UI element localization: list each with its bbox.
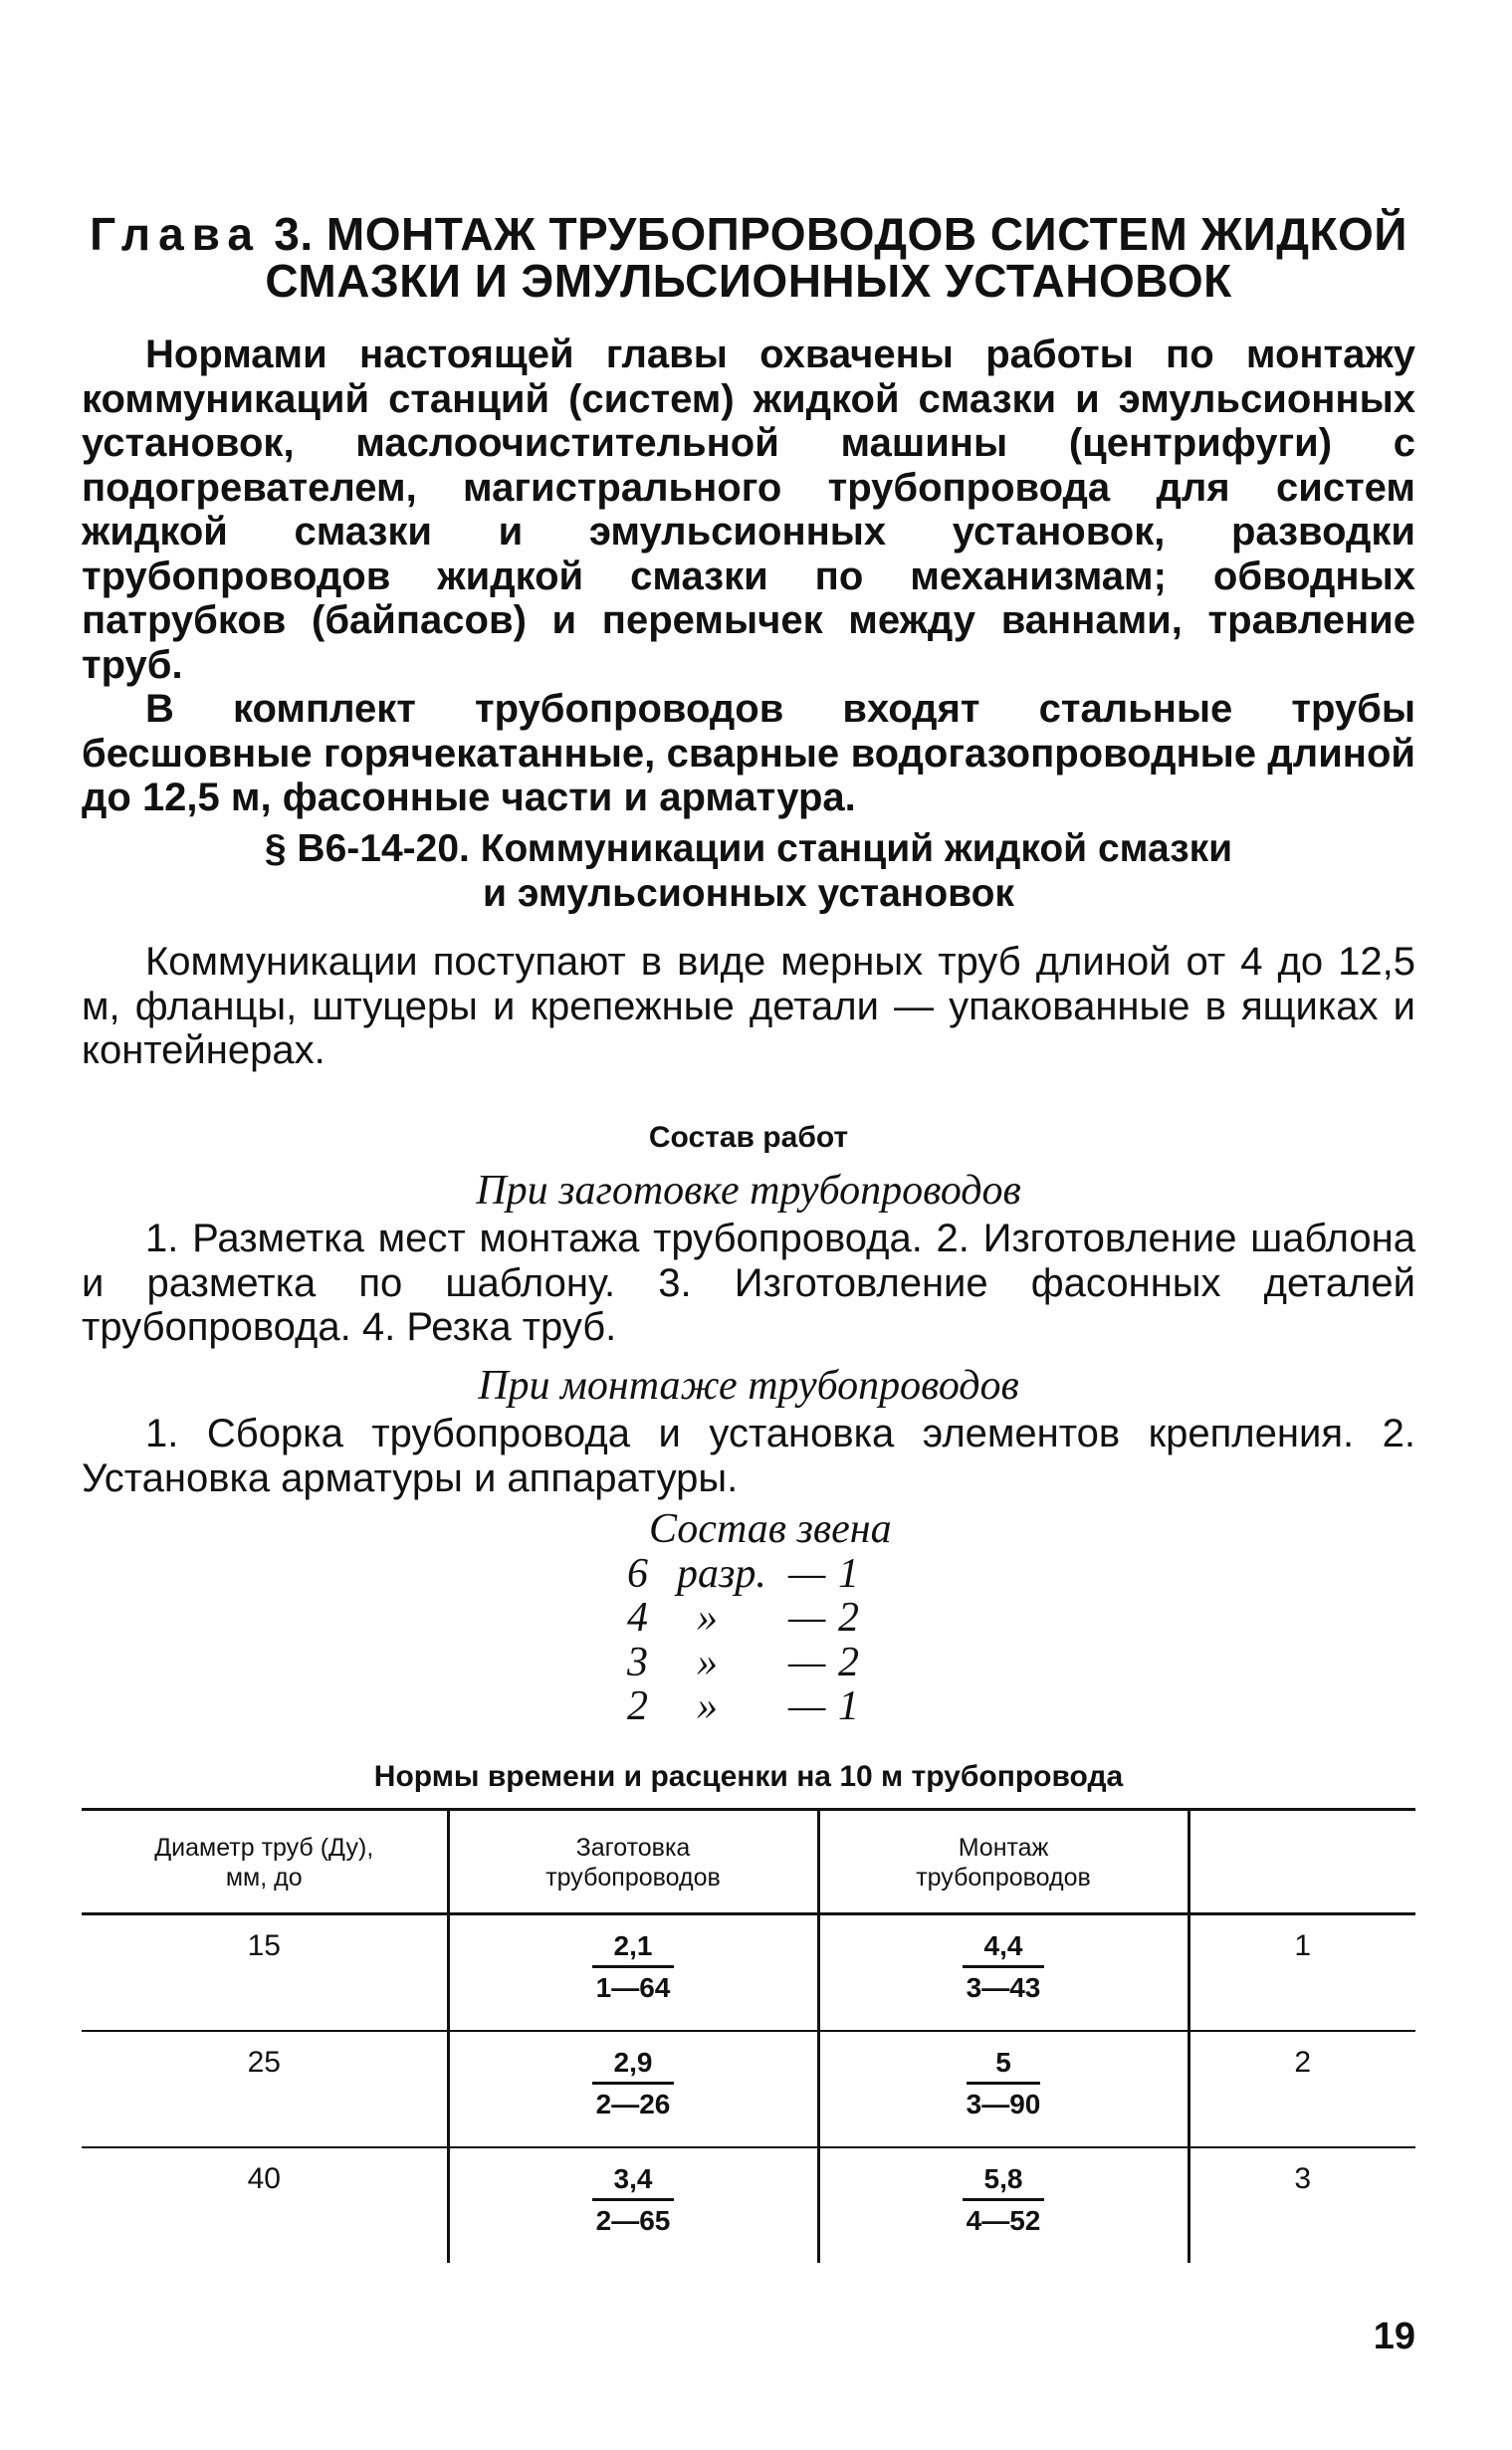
page-number: 19	[1373, 2316, 1415, 2357]
cell-install	[818, 2147, 1188, 2263]
header-diameter-line-2: мм, до	[225, 1864, 303, 1892]
chapter-label: Глава	[90, 208, 261, 260]
crew-grade: 4	[627, 1595, 648, 1641]
crew-grade: 3	[627, 1639, 648, 1685]
time-value: 2,1	[592, 1929, 675, 1968]
crew-count: 2	[838, 1639, 859, 1685]
header-install	[818, 1810, 1188, 1914]
intro-text	[82, 333, 1415, 820]
header-prep	[448, 1810, 818, 1914]
crew-unit: »	[697, 1683, 718, 1729]
cell-diameter: 40	[247, 2162, 281, 2195]
cell-install	[818, 1914, 1188, 2032]
intro-paragraph-1: Нормами настоящей главы охвачены работы по монтажу коммуникаций станций (систем) жидкой смазки и эмульсионных установок, маслоочистительной машины (центрифуги) с подогревателем, магистрального трубопровода для систем жидкой смазки и эмульсионных установок, разводки трубопроводов жидкой смазки по механизмам; обводных патрубков (байпасов) и перемычек между ваннами, травление труб.	[82, 333, 1415, 687]
crew-unit: »	[697, 1639, 718, 1685]
crew-dash: —	[788, 1595, 826, 1641]
fraction	[967, 2046, 1041, 2120]
chapter-title-line-2: СМАЗКИ И ЭМУЛЬСИОННЫХ УСТАНОВОК	[265, 255, 1232, 307]
price-value: 3—43	[966, 1972, 1041, 2003]
table-row	[82, 1914, 1415, 2032]
crew-grade: 6	[627, 1550, 648, 1597]
intro-paragraph-2: В комплект трубопроводов входят стальные трубы бесшовные горячекатанные, сварные водогазопроводные длиной до 12,5 м, фасонные части и арматура.	[82, 687, 1415, 819]
time-value: 5	[967, 2046, 1041, 2085]
install-text	[82, 1412, 1415, 1500]
crew-row	[627, 1552, 892, 1597]
cell-num: 2	[1188, 2031, 1415, 2147]
chapter-title-text-1: 3. МОНТАЖ ТРУБОПРОВОДОВ СИСТЕМ ЖИДКОЙ	[274, 208, 1407, 260]
cell-prep	[448, 2147, 818, 2263]
crew-block	[627, 1507, 892, 1729]
crew-dash: —	[788, 1683, 826, 1729]
cell-diameter: 25	[82, 2031, 448, 2147]
fraction	[592, 2046, 675, 2120]
chapter-title	[82, 208, 1415, 307]
fraction	[592, 1929, 675, 2004]
cell-diameter: 15	[82, 1914, 448, 2032]
price-value: 4—52	[966, 2205, 1041, 2236]
cell-num: 3	[1188, 2147, 1415, 2263]
crew-dash: —	[788, 1639, 826, 1685]
price-value: 3—90	[966, 2089, 1041, 2119]
section-title-line-1: § В6-14-20. Коммуникации станций жидкой смазки	[264, 827, 1233, 870]
fraction	[592, 2162, 675, 2237]
table-caption: Нормы времени и расценки на 10 м трубопровода	[373, 1760, 1124, 1793]
crew-count: 1	[838, 1550, 859, 1597]
time-value: 3,4	[592, 2162, 675, 2201]
install-paragraph: 1. Сборка трубопровода и установка элементов крепления. 2. Установка арматуры и аппаратуры.	[82, 1412, 1415, 1500]
prep-text	[82, 1217, 1415, 1350]
cell-prep	[448, 1914, 818, 2032]
header-num	[1188, 1810, 1415, 1914]
header-diameter-line-1: Диаметр труб (Ду),	[154, 1834, 374, 1862]
crew-unit: разр.	[677, 1550, 766, 1597]
header-diameter	[82, 1810, 448, 1914]
crew-dash: —	[788, 1550, 826, 1597]
work-heading: Состав работ	[648, 1121, 849, 1154]
price-value: 2—65	[595, 2205, 671, 2236]
crew-row	[627, 1641, 892, 1685]
section-title	[82, 826, 1415, 916]
header-install-line-2: трубопроводов	[916, 1864, 1091, 1892]
section-text	[82, 940, 1415, 1073]
crew-row	[627, 1596, 892, 1641]
price-value: 2—26	[595, 2089, 671, 2119]
fraction	[963, 1929, 1045, 2004]
crew-row	[627, 1684, 892, 1729]
table-row	[82, 2147, 1415, 2263]
crew-grade: 2	[627, 1683, 648, 1729]
cell-num: 1	[1188, 1914, 1415, 2032]
crew-count: 1	[838, 1683, 859, 1729]
table-header-row	[82, 1810, 1415, 1914]
cell-prep	[448, 2031, 818, 2147]
prep-heading: При заготовке трубопроводов	[476, 1168, 1021, 1214]
header-prep-line-1: Заготовка	[575, 1834, 691, 1862]
section-paragraph: Коммуникации поступают в виде мерных труб длиной от 4 до 12,5 м, фланцы, штуцеры и крепежные детали — упакованные в ящиках и контейнерах.	[82, 940, 1415, 1072]
prep-paragraph: 1. Разметка мест монтажа трубопровода. 2. Изготовление шаблона и разметка по шаблону. 3. Изготовление фасонных деталей трубопровода. 4. Резка труб.	[82, 1217, 1415, 1349]
chapter-title-line-1	[82, 208, 1415, 260]
document-page	[82, 0, 1415, 2450]
crew-heading: Состав звена	[649, 1506, 892, 1552]
cell-install	[818, 2031, 1188, 2147]
header-install-line-1: Монтаж	[958, 1834, 1049, 1862]
section-title-line-2: и эмульсионных установок	[483, 872, 1014, 915]
norms-table	[82, 1808, 1415, 2263]
price-value: 1—64	[595, 1972, 671, 2003]
fraction	[963, 2162, 1045, 2237]
table-row	[82, 2031, 1415, 2147]
install-heading: При монтаже трубопроводов	[478, 1363, 1019, 1409]
header-prep-line-2: трубопроводов	[545, 1864, 721, 1892]
crew-unit: »	[697, 1595, 718, 1641]
time-value: 2,9	[592, 2046, 675, 2085]
time-value: 5,8	[963, 2162, 1045, 2201]
time-value: 4,4	[963, 1929, 1045, 1968]
crew-count: 2	[838, 1595, 859, 1641]
